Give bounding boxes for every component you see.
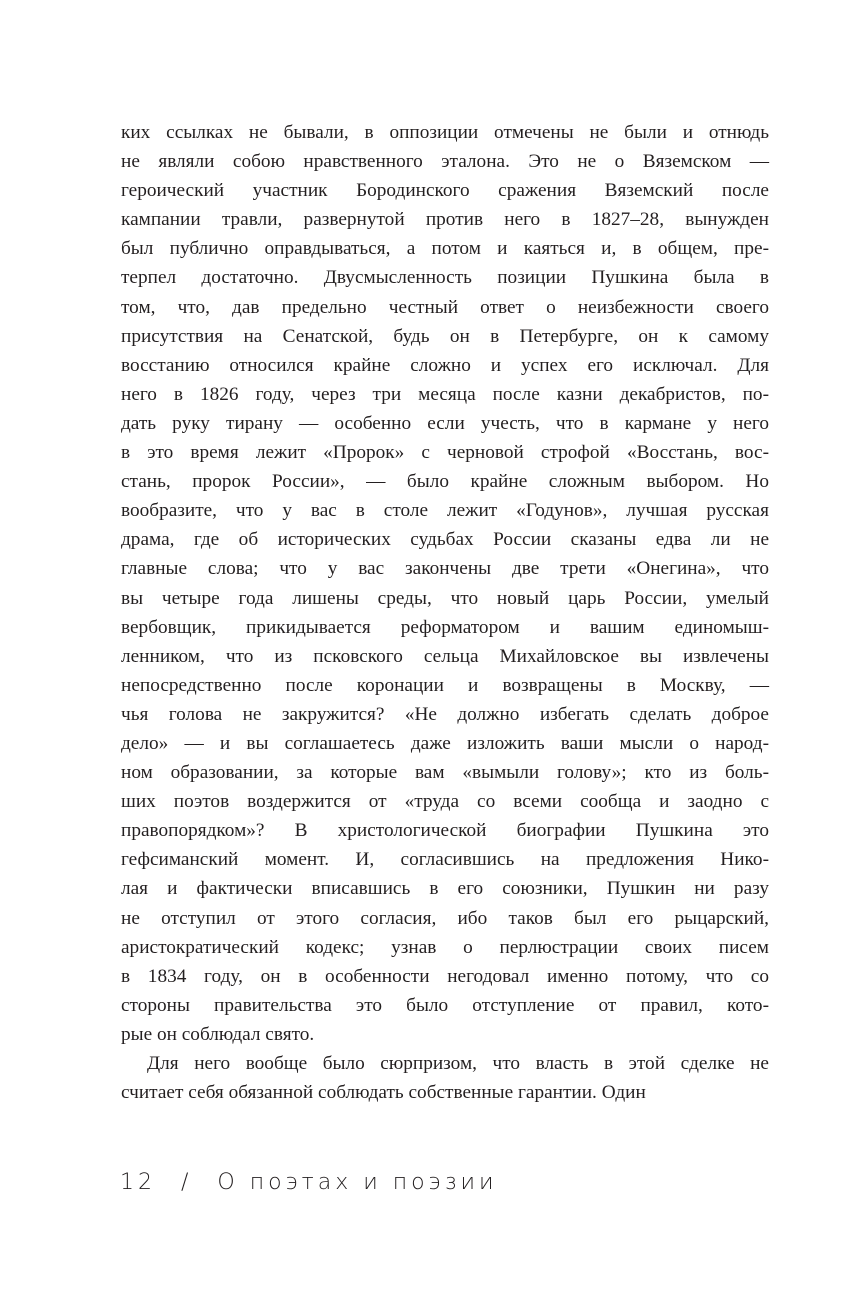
- text-line: вербовщик, прикидывается реформатором и вашим единомыш-: [121, 616, 769, 638]
- text-line: чья голова не закружится? «Не должно избегать сделать доброе: [121, 703, 769, 725]
- text-line: гефсиманский момент. И, согласившись на предложения Нико-: [121, 849, 769, 871]
- text-line: Для него вообще было сюрпризом, что власть в этой сделке не: [147, 1053, 769, 1074]
- text-line: драма, где об исторических судьбах России сказаны едва ли не: [121, 529, 769, 551]
- text-line: него в 1826 году, через три месяца после казни декабристов, по-: [121, 383, 769, 405]
- body-text: [121, 118, 769, 1107]
- page-footer: [120, 1170, 512, 1195]
- text-line: в 1834 году, он в особенности негодовал именно потому, что со: [121, 965, 769, 987]
- text-line: не отступил от этого согласия, ибо таков был его рыцарский,: [121, 907, 769, 929]
- text-line: ких ссылках не бывали, в оппозиции отмечены не были и отнюдь: [121, 122, 769, 143]
- text-line: в это время лежит «Пророк» с черновой строфой «Восстань, вос-: [121, 442, 769, 464]
- text-line: непосредственно после коронации и возвращены в Москву, —: [121, 674, 769, 696]
- text-line: дать руку тирану — особенно если учесть, что в кармане у него: [121, 412, 769, 434]
- running-title: О поэтах и поэзии: [217, 1170, 498, 1195]
- text-line: ленником, что из псковского сельца Михайловское вы извлечены: [121, 645, 769, 667]
- text-line: не являли собою нравственного эталона. Это не о Вяземском —: [121, 151, 769, 173]
- text-line: вообразите, что у вас в столе лежит «Годунов», лучшая русская: [121, 500, 769, 522]
- footer-separator: /: [181, 1170, 193, 1195]
- text-line: вы четыре года лишены среды, что новый царь России, умелый: [121, 587, 769, 609]
- text-line: ном образовании, за которые вам «вымыли голову»; кто из боль-: [121, 762, 769, 784]
- text-line: был публично оправдываться, а потом и каяться и, в общем, пре-: [121, 238, 769, 260]
- text-line: восстанию относился крайне сложно и успех его исключал. Для: [121, 354, 769, 376]
- text-line: правопорядком»? В христологической биографии Пушкина это: [121, 820, 769, 842]
- text-line: ших поэтов воздержится от «труда со всеми сообща и заодно с: [121, 791, 769, 813]
- text-line: героический участник Бородинского сражения Вяземский после: [121, 180, 769, 202]
- text-line: терпел достаточно. Двусмысленность позиции Пушкина была в: [121, 267, 769, 289]
- text-line: аристократический кодекс; узнав о перлюстрации своих писем: [121, 936, 769, 958]
- text-line: присутствия на Сенатской, будь он в Петербурге, он к самому: [121, 325, 769, 347]
- text-line: кампании травли, развернутой против него в 1827–28, вынужден: [121, 209, 769, 231]
- text-line: стань, пророк России», — было крайне сложным выбором. Но: [121, 471, 769, 493]
- page-number: 12: [120, 1170, 156, 1195]
- text-line: том, что, дав предельно честный ответ о неизбежности своего: [121, 296, 769, 318]
- text-line: лая и фактически вписавшись в его союзники, Пушкин ни разу: [121, 878, 769, 900]
- text-line: считает себя обязанной соблюдать собственные гарантии. Один: [121, 1082, 646, 1104]
- text-line: стороны правительства это было отступление от правил, кото-: [121, 994, 769, 1016]
- text-line: рые он соблюдал свято.: [121, 1023, 315, 1045]
- text-line: дело» — и вы соглашаетесь даже изложить ваши мысли о народ-: [121, 732, 769, 754]
- text-line: главные слова; что у вас закончены две трети «Онегина», что: [121, 558, 769, 580]
